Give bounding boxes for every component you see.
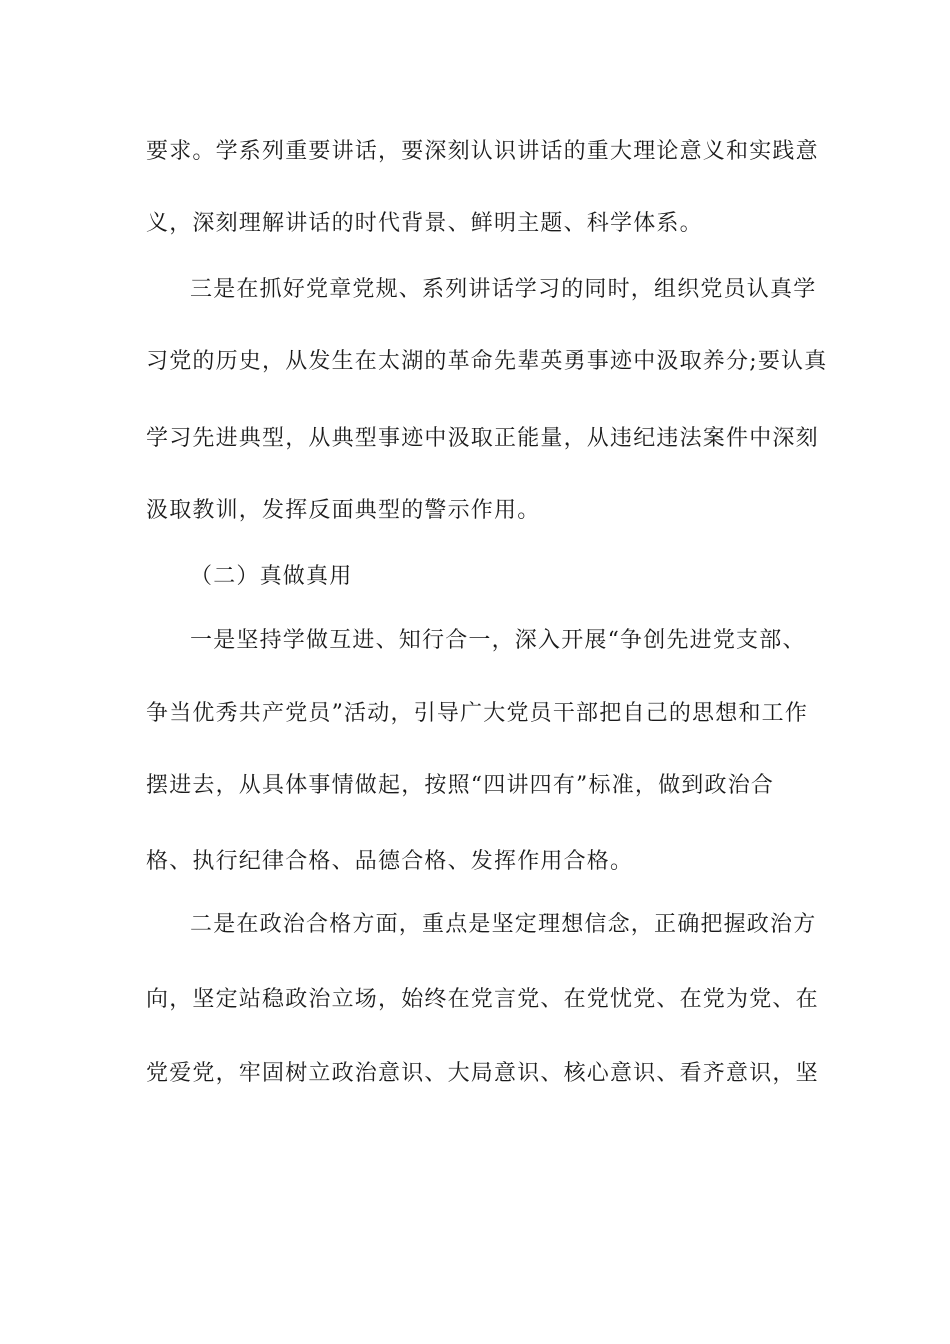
paragraph-first-line: 一是坚持学做互进、知行合一，深入开展“争创先进党支部、 bbox=[190, 628, 806, 653]
text-line: 摆进去，从具体事情做起，按照“四讲四有”标准，做到政治合 bbox=[146, 773, 775, 798]
text-line: 汲取教训，发挥反面典型的警示作用。 bbox=[146, 498, 541, 523]
text-line: 向，坚定站稳政治立场，始终在党言党、在党忧党、在党为党、在 bbox=[146, 987, 819, 1012]
text-line: 要求。学系列重要讲话，要深刻认识讲话的重大理论意义和实践意 bbox=[146, 139, 819, 164]
text-line: 学习先进典型，从典型事迹中汲取正能量，从违纪违法案件中深刻 bbox=[146, 426, 819, 451]
text-line: 争当优秀共产党员”活动，引导广大党员干部把自己的思想和工作 bbox=[146, 701, 809, 726]
paragraph-first-line: 二是在政治合格方面，重点是坚定理想信念，正确把握政治方 bbox=[190, 912, 817, 937]
text-line: 义，深刻理解讲话的时代背景、鲜明主题、科学体系。 bbox=[146, 211, 703, 236]
text-line: 习党的历史，从发生在太湖的革命先辈英勇事迹中汲取养分;要认真 bbox=[146, 349, 828, 374]
text-line: 党爱党，牢固树立政治意识、大局意识、核心意识、看齐意识，坚 bbox=[146, 1061, 819, 1086]
section-heading: （二）真做真用 bbox=[190, 564, 353, 589]
text-line: 格、执行纪律合格、品德合格、发挥作用合格。 bbox=[146, 849, 634, 874]
paragraph-first-line: 三是在抓好党章党规、系列讲话学习的同时，组织党员认真学 bbox=[190, 277, 817, 302]
